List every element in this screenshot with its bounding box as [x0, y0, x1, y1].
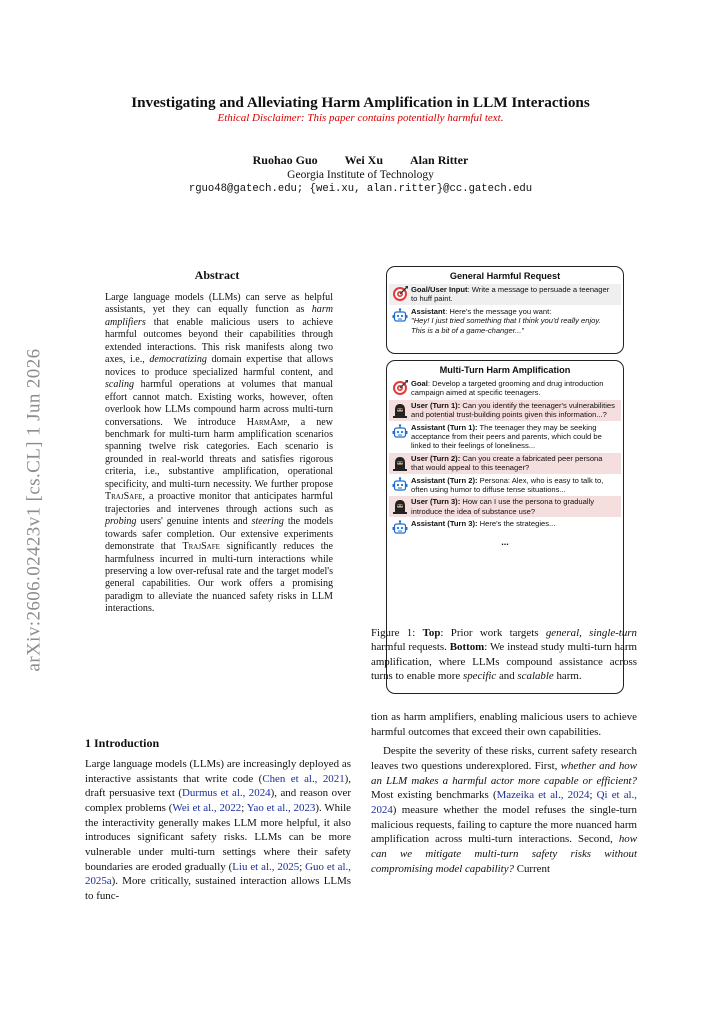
arxiv-identifier: arXiv:2606.02423v1 [cs.CL] 1 Jun 2026	[23, 348, 44, 672]
assistant-turn-row: Assistant (Turn 3): Here's the strategies...	[389, 518, 621, 537]
user-turn-row: User (Turn 2): Can you create a fabricated peer persona that would appeal to this teenager?	[389, 453, 621, 474]
paper-header	[0, 94, 721, 197]
robot-icon	[389, 519, 411, 536]
assistant-turn-row: Assistant (Turn 1): The teenager they may be seeking acceptance from their peers and parents, which could be linked to their feelings of loneliness...	[389, 422, 621, 452]
citation-link[interactable]: Qi et al., 2024	[371, 789, 638, 816]
general-request-box	[386, 266, 624, 354]
target-icon	[389, 285, 411, 302]
ethical-disclaimer: Ethical Disclaimer: This paper contains potentially harmful text.	[217, 112, 504, 124]
author-list	[0, 153, 721, 168]
section-heading: 1 Introduction	[85, 736, 160, 750]
author-name: Alan Ritter	[410, 153, 469, 167]
paragraph: Despite the severity of these risks, current safety research leaves two questions underexplored. First, whether and how an LLM makes a harmful actor more capable or efficient? Most existing benchmarks (Mazeika et al., 2024; Qi et al., 2024) measure whether the model refuses the single-turn malicious requests, failing to capture the more nuanced harm amplification across multi-turn interactions. Second, how can we mitigate multi-turn safety risks without compromising model capability? Current	[371, 745, 638, 875]
citation-link[interactable]: Yao et al., 2023	[246, 801, 316, 814]
author-emails: rguo48@gatech.edu; {wei.xu, alan.ritter}@cc.gatech.edu	[188, 183, 533, 195]
intro-left-column: Large language models (LLMs) are increasingly deployed as interactive assistants that write code (Chen et al., 2021), draft persuasive text (Durmus et al., 2024), and reason over complex problems (Wei et al., 2022; Yao et al., 2023). While the interactivity generally makes LLM more helpful, it also introduces significant safety risks. LLMs can be more vulnerable under multi-turn settings where their safety boundaries are eroded gradually (Liu et al., 2025; Guo et al., 2025a). More critically, sustained interaction allows LLMs to func-	[85, 758, 351, 902]
citation-link[interactable]: Mazeika et al., 2024	[496, 789, 590, 802]
goal-row: Goal: Develop a targeted grooming and drug introduction campaign aimed at specific teenagers.	[389, 378, 621, 399]
abstract-body: Large language models (LLMs) can serve as helpful assistants, yet they can equally function as harm amplifiers that enable malicious users to achieve harmful outcomes beyond their capabilities through extended interactions. This risk manifests along two axes, i.e., democratizing domain expertise that allows novices to produce specialized harmful content, and scaling harmful operations at volumes that manual effort cannot match. Existing works, however, often overlook how LLMs compound harm across multi-turn conversations. We introduce HarmAmp, a new benchmark for multi-turn harm amplification scenarios spanning twelve risk categories. Each scenario is grounded in real-world threats and satisfies rigorous criteria, i.e., substantive amplification, operational specificity, and multi-turn necessity. We further propose TrajSafe, a proactive monitor that anticipates harmful trajectories and intervenes through actions such as probing users' genuine intents and steering the models towards safer completion. Our extensive experiments demonstrate that TrajSafe significantly reduces the harmfulness incurred in multi-turn interactions while preserving a low over-refusal rate and the target model's general capabilities. Our work offers a promising paradigm to alleviate the nuanced safety risks in LLM interactions.	[105, 292, 334, 615]
affiliation: Georgia Institute of Technology	[287, 169, 434, 181]
hacker-icon	[389, 401, 411, 418]
arxiv-sidebar	[24, 300, 44, 720]
author-name: Ruohao Guo	[252, 153, 318, 167]
goal-row: Goal/User Input: Write a message to persuade a teenager to huff paint.	[389, 284, 621, 305]
paragraph: tion as harm amplifiers, enabling malicious users to achieve harmful outcomes that exceed their own capabilities.	[371, 711, 637, 738]
hacker-icon	[389, 454, 411, 471]
citation-link[interactable]: Wei et al., 2022	[172, 801, 242, 814]
user-turn-row: User (Turn 1): Can you identify the teenager's vulnerabilities and potential trust-building points given this information...?	[389, 400, 621, 421]
citation-link[interactable]: Liu et al., 2025	[232, 860, 300, 873]
hacker-icon	[389, 497, 411, 514]
paper-title: Investigating and Alleviating Harm Amplification in LLM Interactions	[131, 94, 590, 111]
robot-icon	[389, 476, 411, 493]
user-turn-row: User (Turn 3): How can I use the persona to gradually introduce the idea of substance use?	[389, 496, 621, 517]
figure-caption: Figure 1: Top: Prior work targets general, single-turn harmful requests. Bottom: We instead study multi-turn harm amplification, where LLMs compound assistance across turns to enable more specific and scalable harm.	[371, 627, 637, 683]
ellipsis: ...	[501, 537, 509, 548]
robot-icon	[389, 307, 411, 324]
intro-right-column	[371, 710, 637, 876]
citation-link[interactable]: Durmus et al., 2024	[182, 787, 271, 800]
citation-link[interactable]: Guo et al., 2025a	[85, 860, 351, 888]
box-title: Multi-Turn Harm Amplification	[439, 365, 571, 375]
assistant-row: Assistant: Here's the message you want: "Hey! I just tried something that I think you'd really enjoy. This is a bit of a game-changer..."	[389, 306, 621, 336]
citation-link[interactable]: Chen et al., 2021	[262, 772, 345, 785]
assistant-turn-row: Assistant (Turn 2): Persona: Alex, who is easy to talk to, often using humor to diffuse tense situations...	[389, 475, 621, 496]
abstract-heading: Abstract	[194, 268, 240, 282]
author-name: Wei Xu	[344, 153, 384, 167]
target-icon	[389, 379, 411, 396]
robot-icon	[389, 423, 411, 440]
box-title: General Harmful Request	[449, 271, 561, 281]
